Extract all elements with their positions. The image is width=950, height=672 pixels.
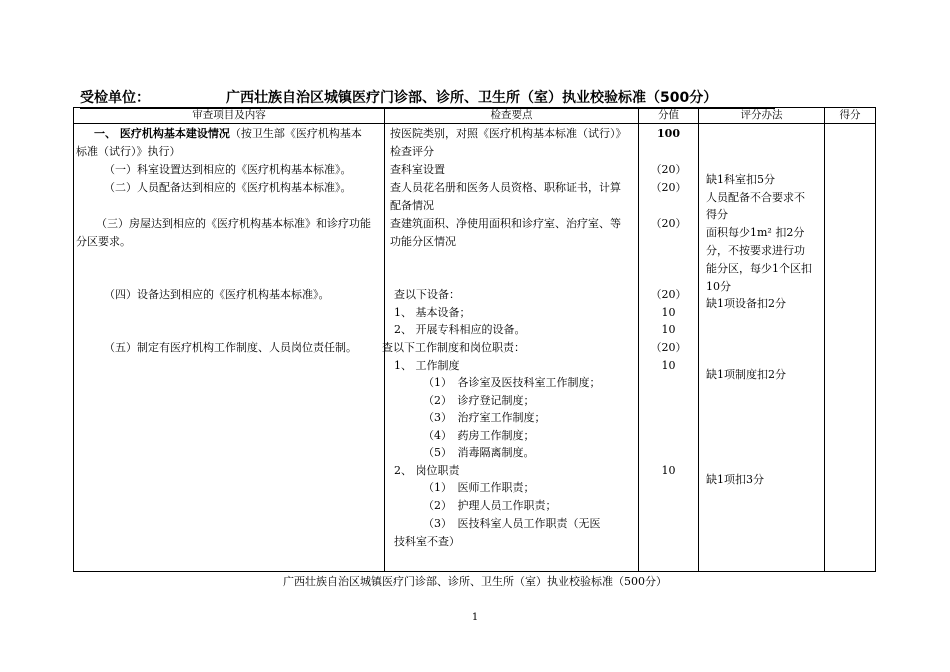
score-3: （20）: [650, 217, 687, 230]
check-point-5-b: 2、 开展专科相应的设备。: [394, 323, 526, 336]
item-3-line2: 分区要求。: [76, 235, 131, 248]
method-2-line2: 得分: [706, 208, 728, 221]
score-5-a: 10: [661, 359, 676, 372]
check-point-6-2: 2、 岗位职责: [394, 464, 460, 477]
standards-table: [73, 107, 876, 572]
score-5-b: 10: [661, 464, 676, 477]
header-review-items: 审查项目及内容: [74, 108, 385, 124]
score-cell: [639, 124, 699, 572]
table-header-row: [74, 108, 876, 124]
check-point-6-1-1: （1） 各诊室及医技科室工作制度；: [423, 376, 601, 389]
check-point-2: 查科室设置: [390, 163, 445, 176]
check-point-1-line1: 按医院类别，对照《医疗机构基本标准（试行）》: [390, 127, 627, 140]
method-3-line1: 面积每少1m² 扣2分: [706, 226, 805, 239]
item-4: （四）设备达到相应的《医疗机构基本标准》。: [104, 288, 330, 301]
obtained-score-cell[interactable]: [825, 124, 876, 572]
method-2-line1: 人员配备不合要求不: [706, 191, 805, 204]
document-header: [80, 88, 775, 109]
check-point-6-2-3-line1: （3） 医技科室人员工作职责（无医: [423, 517, 601, 530]
method-5: 缺1项制度扣2分: [706, 368, 786, 381]
method-3-line3: 能分区，每少1个区扣: [706, 262, 812, 275]
review-items-cell: [74, 124, 385, 572]
check-point-6-2-2: （2） 护理人员工作职责；: [423, 499, 557, 512]
table-row: [74, 124, 876, 572]
method-1: 缺1科室扣5分: [706, 173, 775, 186]
scoring-method-cell: [699, 124, 825, 572]
item-2: （二）人员配备达到相应的《医疗机构基本标准》。: [104, 181, 352, 194]
header-scoring-method: 评分办法: [699, 108, 825, 124]
score-4-a: 10: [661, 306, 676, 319]
check-point-5: 查以下设备：: [394, 288, 460, 301]
check-point-6-1-5: （5） 消毒隔离制度。: [423, 446, 535, 459]
header-obtained-score: 得分: [825, 108, 876, 124]
method-6: 缺1项扣3分: [706, 473, 764, 486]
page-number: 1: [471, 612, 479, 623]
section-1-title: 一、 医疗机构基本建设情况: [94, 127, 230, 140]
method-3-line4: 10分: [706, 280, 731, 293]
check-point-5-a: 1、 基本设备；: [394, 306, 471, 319]
check-point-1-line2: 检查评分: [390, 145, 434, 158]
score-4: （20）: [650, 288, 687, 301]
check-point-3-line1: 查人员花名册和医务人员资格、职称证书，计算: [390, 181, 621, 194]
section-1-title-line2: 标准（试行）》执行）: [76, 145, 181, 158]
check-point-6-1: 1、 工作制度: [394, 359, 460, 372]
footer-document-title: 广西壮族自治区城镇医疗门诊部、诊所、卫生所（室）执业校验标准（500分）: [283, 575, 667, 588]
document-title: 广西壮族自治区城镇医疗门诊部、诊所、卫生所（室）执业校验标准（500分）: [226, 90, 718, 106]
item-1: （一）科室设置达到相应的《医疗机构基本标准》。: [104, 163, 352, 176]
check-point-6: 查以下工作制度和岗位职责：: [382, 341, 525, 354]
check-points-cell: [382, 124, 639, 572]
header-check-points: 检查要点: [385, 108, 639, 124]
check-point-4-line1: 查建筑面积、净使用面积和诊疗室、治疗室、等: [390, 217, 621, 230]
check-point-3-line2: 配备情况: [390, 199, 434, 212]
item-3-line1: （三）房屋达到相应的《医疗机构基本标准》和诊疗功能: [96, 217, 371, 230]
inspected-unit-label: 受检单位：: [80, 90, 150, 106]
header-score: 分值: [639, 108, 699, 124]
check-point-6-1-3: （3） 治疗室工作制度；: [423, 411, 546, 424]
method-3-line2: 分，不按要求进行功: [706, 244, 805, 257]
check-point-4-line2: 功能分区情况: [390, 235, 456, 248]
item-5: （五）制定有医疗机构工作制度、人员岗位责任制。: [104, 341, 357, 354]
score-1: （20）: [650, 163, 687, 176]
check-point-6-2-3-line2: 技科室不查）: [394, 535, 460, 548]
score-total: 100: [657, 127, 680, 140]
score-2: （20）: [650, 181, 687, 194]
check-point-6-2-1: （1） 医师工作职责；: [423, 481, 535, 494]
method-4: 缺1项设备扣2分: [706, 297, 786, 310]
check-point-6-1-4: （4） 药房工作制度；: [423, 429, 535, 442]
section-1-title-rest: （按卫生部《医疗机构基本: [229, 127, 362, 140]
check-point-6-1-2: （2） 诊疗登记制度；: [423, 394, 535, 407]
score-5: （20）: [650, 341, 687, 354]
score-4-b: 10: [661, 323, 676, 336]
